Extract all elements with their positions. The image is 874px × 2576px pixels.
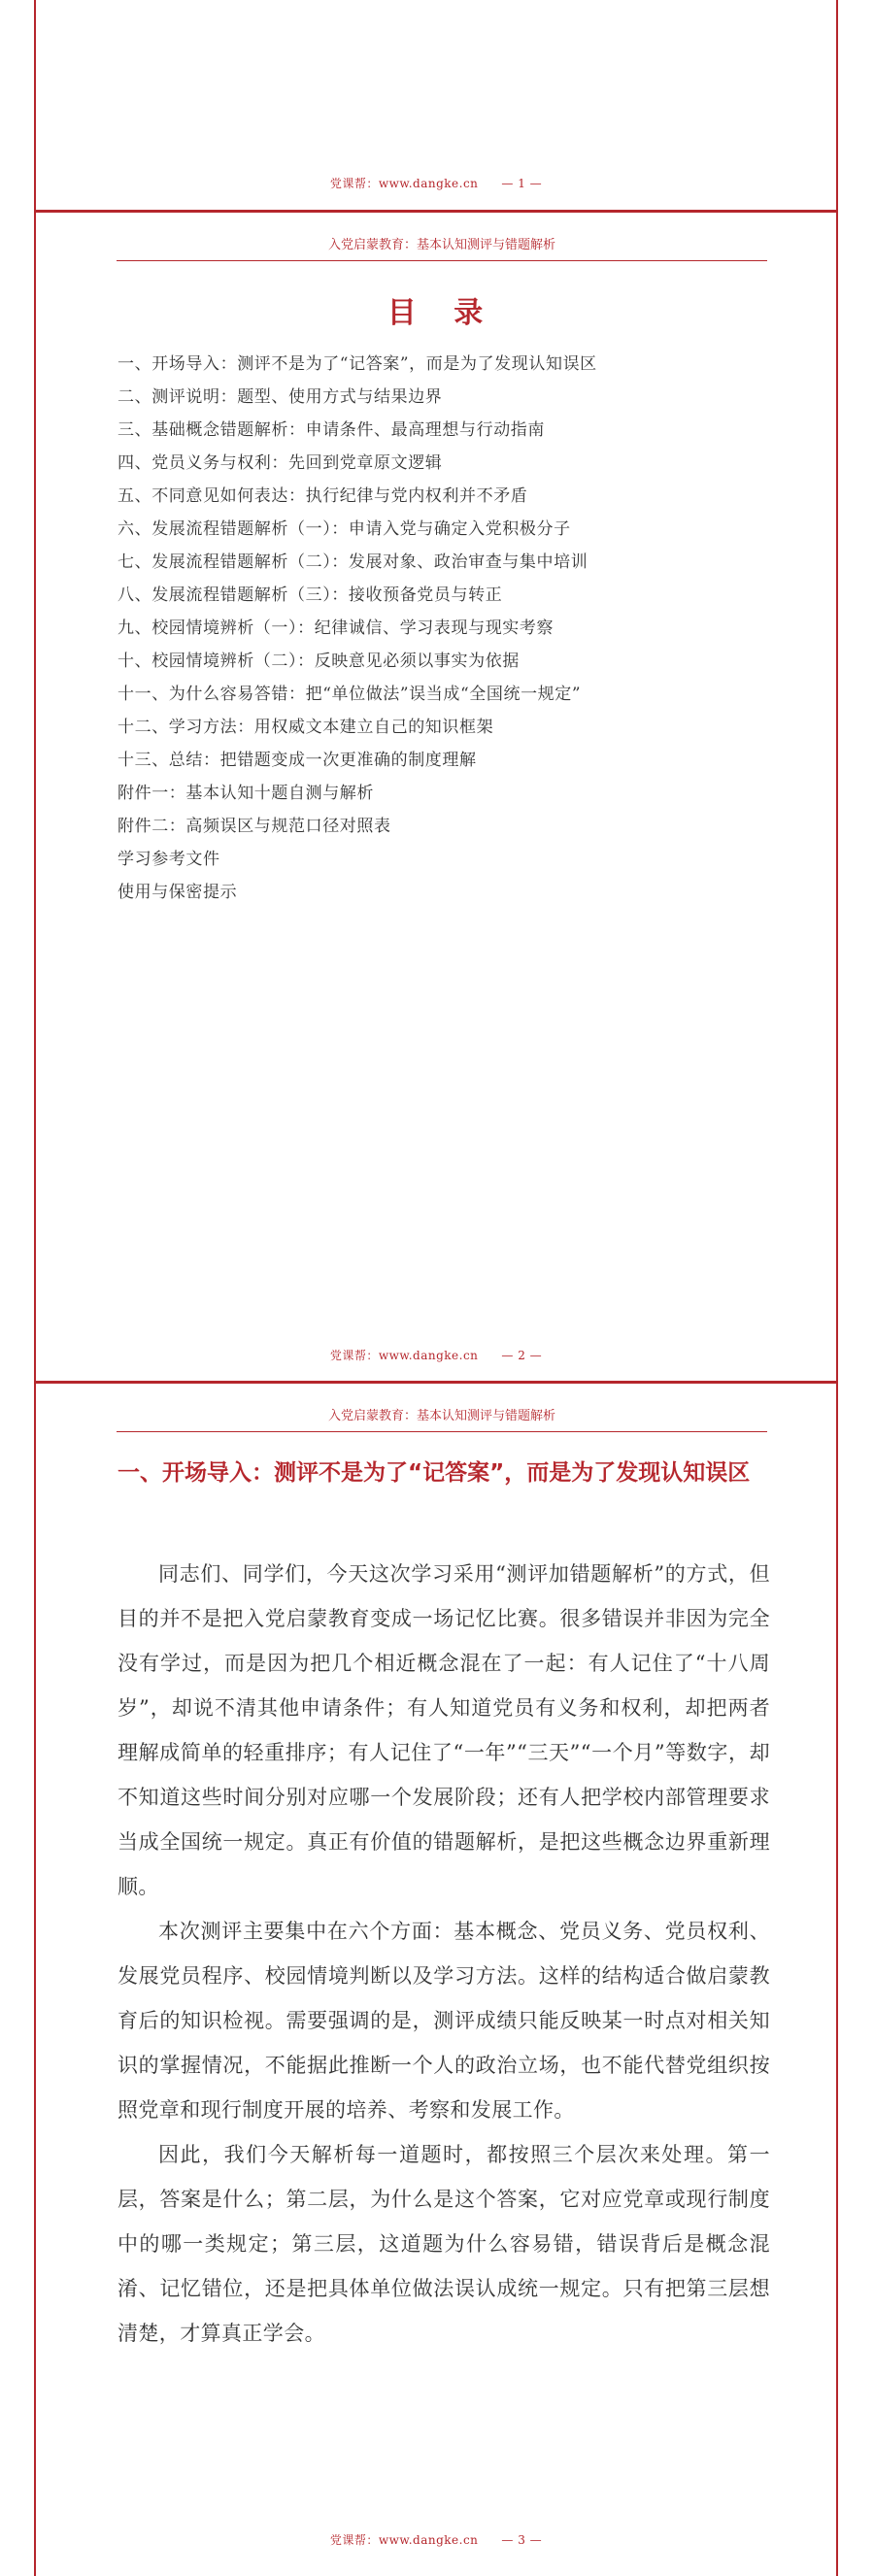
toc-item[interactable]: 五、不同意见如何表达：执行纪律与党内权利并不矛盾	[118, 486, 528, 506]
toc-item[interactable]: 十、校园情境辨析（二）：反映意见必须以事实为依据	[118, 652, 520, 671]
body-paragraph: 因此，我们今天解析每一道题时，都按照三个层次来处理。第一层，答案是什么；第二层，为什么是这个答案，它对应党章或现行制度中的哪一类规定；第三层，这道题为什么容易错，错误背后是概念混淆、记忆错位，还是把具体单位做法误认成统一规定。只有把第三层想清楚，才算真正学会。	[118, 2143, 770, 2345]
body-paragraph: 同志们、同学们，今天这次学习采用“测评加错题解析”的方式，但目的并不是把入党启蒙教育变成一场记忆比赛。很多错误并非因为完全没有学过，而是因为把几个相近概念混在了一起：有人记住了“十八周岁”，却说不清其他申请条件；有人知道党员有义务和权利，却把两者理解成简单的轻重排序；有人记住了“一年”“三天”“一个月”等数字，却不知道这些时间分别对应哪一个发展阶段；还有人把学校内部管理要求当成全国统一规定。真正有价值的错题解析，是把这些概念边界重新理顺。	[118, 1562, 770, 1898]
toc-item[interactable]: 十三、总结：把错题变成一次更准确的制度理解	[118, 751, 477, 770]
body-paragraph: 本次测评主要集中在六个方面：基本概念、党员义务、党员权利、发展党员程序、校园情境判断以及学习方法。这样的结构适合做启蒙教育后的知识检视。需要强调的是，测评成绩只能反映某一时点对相关知识的掌握情况，不能据此推断一个人的政治立场，也不能代替党组织按照党章和现行制度开展的培养、考察和发展工作。	[118, 1920, 770, 2122]
footer-site: 党课帮：www.dangke.cn	[329, 1349, 479, 1362]
toc-item[interactable]: 附件一：基本认知十题自测与解析	[118, 784, 374, 803]
toc-item[interactable]: 三、基础概念错题解析：申请条件、最高理想与行动指南	[118, 420, 545, 440]
toc-item[interactable]: 一、开场导入：测评不是为了“记答案”，而是为了发现认知误区	[118, 354, 597, 374]
toc-item[interactable]: 十一、为什么容易答错：把“单位做法”误当成“全国统一规定”	[118, 685, 582, 704]
page-footer	[34, 175, 838, 191]
footer-site: 党课帮：www.dangke.cn	[329, 177, 479, 190]
toc-item[interactable]: 七、发展流程错题解析（二）：发展对象、政治审查与集中培训	[118, 552, 588, 572]
page-number: — 2 —	[501, 1349, 543, 1362]
toc-item[interactable]: 八、发展流程错题解析（三）：接收预备党员与转正	[118, 585, 503, 605]
running-head: 入党启蒙教育：基本认知测评与错题解析	[327, 238, 555, 252]
toc-item[interactable]: 十二、学习方法：用权威文本建立自己的知识框架	[118, 718, 494, 737]
toc-item[interactable]: 附件二：高频误区与规范口径对照表	[118, 817, 391, 836]
toc-item[interactable]: 四、党员义务与权利：先回到党章原文逻辑	[118, 453, 443, 473]
toc-list	[118, 348, 768, 909]
page-footer	[34, 2531, 838, 2548]
header-rule	[117, 260, 767, 261]
toc-item[interactable]: 九、校园情境辨析（一）：纪律诚信、学习表现与现实考察	[118, 619, 555, 638]
page-number: — 3 —	[501, 2533, 543, 2547]
toc-item[interactable]: 学习参考文件	[118, 850, 220, 869]
toc-item[interactable]: 二、测评说明：题型、使用方式与结果边界	[118, 387, 443, 407]
toc-item[interactable]: 六、发展流程错题解析（一）：申请入党与确定入党积极分子	[118, 519, 571, 539]
section-heading: 一、开场导入：测评不是为了“记答案”，而是为了发现认知误区	[118, 1460, 751, 1486]
page-number: — 1 —	[501, 177, 543, 190]
page-footer	[34, 1347, 838, 1363]
header-rule	[117, 1431, 767, 1432]
toc-title: 目 录	[387, 296, 497, 330]
section-body	[118, 1552, 770, 2356]
footer-site: 党课帮：www.dangke.cn	[329, 2533, 479, 2547]
running-head: 入党启蒙教育：基本认知测评与错题解析	[327, 1409, 555, 1423]
toc-item[interactable]: 使用与保密提示	[118, 883, 238, 902]
